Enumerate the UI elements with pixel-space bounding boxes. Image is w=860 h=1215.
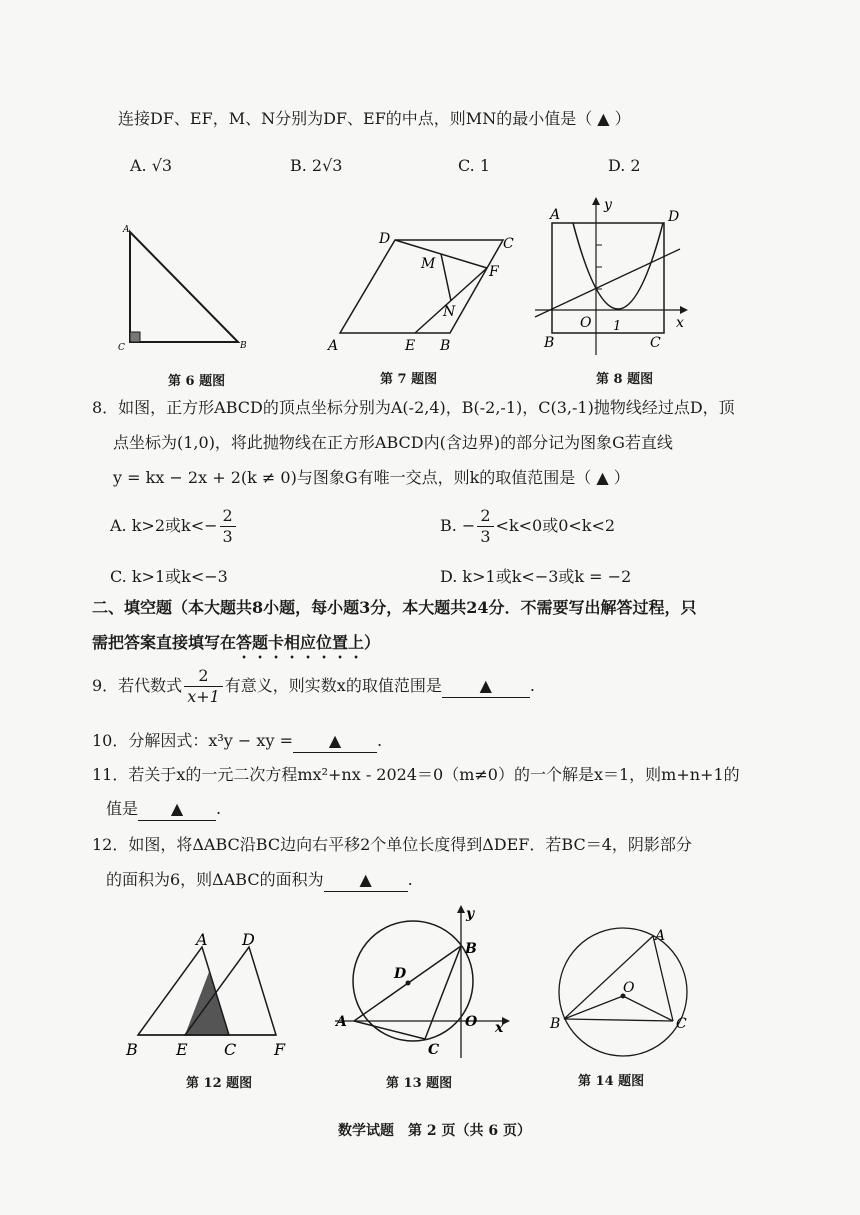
fig8-label-one: 1 — [613, 319, 622, 334]
figure-8-coordinate-graph — [530, 195, 700, 360]
q8-option-a-text: A. k>2或k<− — [110, 516, 218, 535]
fig7-label-d: D — [379, 231, 391, 247]
fig12-label-c: C — [224, 1040, 237, 1059]
q8-line2: 点坐标为(1,0)，将此抛物线在正方形ABCD内(含边界)的部分记为图象G若直线 — [113, 433, 673, 452]
fig13-label-x: x — [495, 1020, 504, 1036]
q7-option-c: C. 1 — [458, 156, 491, 175]
q11-line2 — [106, 798, 221, 821]
fraction-denominator: 3 — [480, 527, 491, 546]
fig14-label-b: B — [550, 1016, 561, 1032]
fig7-label-f: F — [489, 264, 499, 280]
q11-end: . — [216, 799, 222, 818]
q12-line2 — [106, 869, 413, 892]
q8-option-a — [110, 506, 238, 547]
q10-prefix: 10．分解因式：x³y − xy = — [92, 731, 293, 750]
q9-prefix: 9．若代数式 — [92, 676, 183, 695]
fig12-label-e: E — [176, 1040, 188, 1059]
section2-line2-suffix: ） — [364, 633, 381, 652]
page-footer: 数学试题 第 2 页（共 6 页） — [338, 1123, 531, 1139]
q11-prefix: 值是 — [106, 799, 139, 818]
fig8-label-a: A — [550, 207, 561, 223]
fig8-label-b: B — [544, 335, 555, 351]
q11-line1: 11．若关于x的一元二次方程mx²+nx - 2024＝0（m≠0）的一个解是x＝1，则m+n+1的 — [92, 765, 740, 784]
caption-fig13: 第 13 题图 — [386, 1076, 453, 1091]
fraction-numerator: 2 — [220, 506, 236, 527]
fig7-label-n: N — [443, 304, 456, 320]
fig6-label-a: A — [123, 225, 130, 235]
figure-12-translated-triangles — [118, 925, 308, 1065]
fig8-label-c: C — [650, 335, 661, 351]
fig12-label-a: A — [196, 930, 208, 949]
q7-option-b: B. 2√3 — [290, 156, 343, 175]
q8-option-d: D. k>1或k<−3或k = −2 — [440, 567, 632, 586]
fig12-label-f: F — [274, 1040, 286, 1059]
q9 — [92, 666, 535, 707]
q9-end: . — [529, 676, 535, 695]
q10 — [92, 730, 382, 753]
fraction-denominator: x+1 — [187, 687, 220, 706]
fig12-label-b: B — [126, 1040, 138, 1059]
fig8-label-x: x — [676, 315, 684, 331]
fig14-label-a: A — [655, 928, 666, 944]
section2-line2-prefix: 需把答案直接填写在 — [92, 633, 237, 652]
fig8-label-o: O — [580, 315, 592, 331]
caption-fig14: 第 14 题图 — [578, 1074, 645, 1089]
q8-option-c: C. k>1或k<−3 — [110, 567, 228, 586]
q10-end: . — [376, 731, 383, 750]
fig6-label-b: B — [240, 341, 247, 351]
figure-7-parallelogram — [325, 228, 525, 356]
fraction-numerator: 2 — [477, 506, 493, 527]
fig13-label-a: A — [336, 1014, 347, 1030]
q8-line3: y = kx − 2x + 2(k ≠ 0)与图象G有唯一交点，则k的取值范围是（ ▲ ） — [113, 468, 630, 487]
section2-heading-line1: 二、填空题（本大题共8小题，每小题3分，本大题共24分．不需要写出解答过程，只 — [92, 598, 697, 617]
fig12-label-d: D — [242, 930, 255, 949]
fig7-label-e: E — [405, 338, 416, 354]
caption-fig7: 第 7 题图 — [380, 372, 438, 387]
fig7-label-a: A — [328, 338, 339, 354]
q11-answer-blank[interactable]: ▲ — [138, 798, 216, 821]
q7-option-d: D. 2 — [608, 156, 641, 175]
q9-fraction — [184, 666, 223, 707]
q8-option-b-prefix: B. − — [440, 516, 476, 535]
fig8-label-y: y — [604, 197, 612, 213]
figure-6-right-triangle — [110, 220, 250, 355]
q8-option-b — [440, 506, 615, 547]
fraction-denominator: 3 — [222, 527, 233, 546]
fig13-label-b: B — [465, 941, 477, 957]
q8-option-b-fraction — [477, 506, 493, 547]
q8-line1: 8．如图，正方形ABCD的顶点坐标分别为A(-2,4)，B(-2,-1)，C(3,-1)抛物线经过点D，顶 — [92, 398, 735, 417]
fig14-label-o: O — [623, 980, 635, 996]
fig13-label-y: y — [466, 906, 475, 922]
q10-answer-blank[interactable]: ▲ — [293, 730, 377, 753]
figure-13-circle-on-axes — [330, 898, 520, 1063]
fig13-label-o: O — [465, 1014, 478, 1030]
section2-emphasized: 答题卡相应位置上 — [236, 633, 365, 652]
caption-fig8: 第 8 题图 — [596, 372, 654, 387]
fig7-label-m: M — [421, 256, 436, 272]
fig13-label-d: D — [394, 966, 407, 982]
section2-heading-line2 — [92, 632, 380, 662]
fig7-label-c: C — [503, 236, 514, 252]
q8-option-a-fraction — [220, 506, 236, 547]
q12-line1: 12．如图，将ΔABC沿BC边向右平移2个单位长度得到ΔDEF．若BC＝4，阴影部分 — [92, 835, 692, 854]
q9-answer-blank[interactable]: ▲ — [442, 675, 530, 698]
caption-fig6: 第 6 题图 — [168, 374, 226, 389]
figure-14-inscribed-triangle — [545, 920, 705, 1065]
q12-answer-blank[interactable]: ▲ — [324, 869, 408, 892]
q8-option-b-suffix: <k<0或0<k<2 — [495, 516, 616, 535]
q7-stem: 连接DF、EF，M、N分别为DF、EF的中点，则MN的最小值是（ ▲ ） — [118, 109, 631, 128]
caption-fig12: 第 12 题图 — [186, 1076, 253, 1091]
q12-prefix: 的面积为6，则ΔABC的面积为 — [106, 870, 324, 889]
fig14-label-c: C — [676, 1016, 687, 1032]
fig13-label-c: C — [428, 1042, 440, 1058]
fig7-label-b: B — [440, 338, 451, 354]
fig8-label-d: D — [668, 209, 680, 225]
fig6-label-c: C — [118, 343, 125, 353]
q7-option-a: A. √3 — [130, 156, 173, 175]
q9-suffix: 有意义，则实数x的取值范围是 — [224, 676, 442, 695]
q12-end: . — [407, 870, 413, 889]
fraction-numerator: 2 — [184, 666, 223, 687]
